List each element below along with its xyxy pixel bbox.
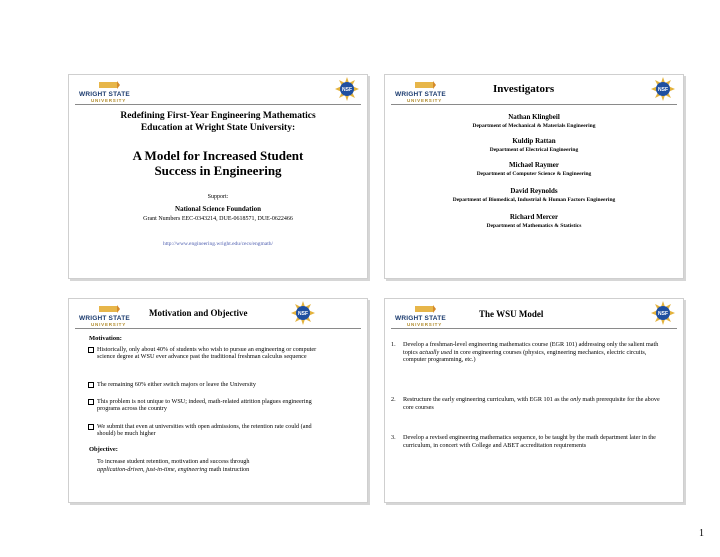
- logo-line1: WRIGHT STATE: [79, 315, 130, 322]
- nsf-logo-icon: [335, 77, 359, 101]
- slide-motivation: [68, 298, 368, 503]
- slide-title: [68, 74, 368, 279]
- investigator-name: Michael Raymer: [509, 161, 559, 169]
- list-item: The remaining 60% either switch majors or leave the University: [97, 381, 327, 388]
- investigator-dept: Department of Electrical Engineering: [489, 147, 579, 153]
- slide-wsu-model: [384, 298, 684, 503]
- flame-icon: [99, 79, 121, 90]
- flame-icon: [415, 303, 437, 314]
- logo-line2: UNIVERSITY: [407, 98, 443, 103]
- investigator-name: Nathan Klingbeil: [508, 113, 560, 121]
- sponsor: National Science Foundation: [175, 205, 261, 213]
- svg-text:NSF: NSF: [658, 311, 668, 317]
- logo-line2: UNIVERSITY: [407, 322, 443, 327]
- objective-label: Objective:: [89, 446, 118, 453]
- wright-state-logo: [393, 303, 455, 327]
- header-divider: [391, 328, 677, 329]
- header-divider: [75, 328, 361, 329]
- list-item: Historically, only about 40% of students who wish to pursue an engineering or computer science degree at WSU ever advance past the traditional freshman calculus sequence: [97, 346, 327, 361]
- investigator-dept: Department of Mathematics & Statistics: [486, 223, 582, 229]
- logo-line2: UNIVERSITY: [91, 98, 127, 103]
- slide-title: Investigators: [493, 83, 555, 95]
- flame-icon: [99, 303, 121, 314]
- list-item: 2. Restructure the early engineering curriculum, with EGR 101 as the only math prerequisite for the above core courses: [391, 396, 660, 411]
- nsf-logo-icon: [651, 301, 675, 325]
- subtitle-line2: Success in Engineering: [154, 163, 282, 178]
- wright-state-logo: [77, 303, 139, 327]
- list-item: This problem is not unique to WSU; indeed, math-related attrition plagues engineering programs across the country: [97, 398, 327, 413]
- investigator-name: Kuldip Rattan: [512, 137, 556, 145]
- wright-state-logo: [393, 79, 455, 103]
- logo-line2: UNIVERSITY: [91, 322, 127, 327]
- list-item: We submit that even at universities with open admissions, the retention rate could (and should) be much higher: [97, 423, 327, 438]
- subtitle-line1: A Model for Increased Student: [132, 148, 304, 163]
- logo-line1: WRIGHT STATE: [395, 91, 446, 98]
- grant-numbers: Grant Numbers EEC-0343214, DUE-0618571, DUE-0622466: [143, 216, 293, 222]
- objective-text: To increase student retention, motivation and success through application-driven, just-in-time, engineering math instruction: [97, 458, 250, 473]
- slide-title: Motivation and Objective: [149, 308, 248, 318]
- svg-text:NSF: NSF: [298, 311, 308, 317]
- svg-text:NSF: NSF: [658, 87, 668, 93]
- slide-title: The WSU Model: [479, 309, 544, 319]
- logo-line1: WRIGHT STATE: [395, 315, 446, 322]
- project-url-link[interactable]: http://www.engineering.wright.edu/cecs/engmath/: [162, 241, 274, 247]
- flame-icon: [415, 79, 437, 90]
- title-line1: Redefining First-Year Engineering Mathematics: [120, 111, 316, 121]
- page-number: 1: [699, 528, 704, 539]
- list-item: 3. Develop a revised engineering mathematics sequence, to be taught by the math department later in the curriculum, in concert with College and ABET accreditation requirements: [391, 434, 656, 449]
- investigator-dept: Department of Mechanical & Materials Engineering: [472, 123, 596, 129]
- nsf-logo-icon: [291, 301, 315, 325]
- nsf-logo-icon: [651, 77, 675, 101]
- wright-state-logo: [77, 79, 139, 103]
- investigator-dept: Department of Biomedical, Industrial & Human Factors Engineering: [452, 197, 616, 203]
- svg-text:NSF: NSF: [342, 87, 352, 93]
- title-line2: Education at Wright State University:: [140, 123, 296, 133]
- slide-investigators: [384, 74, 684, 279]
- investigator-dept: Department of Computer Science & Engineering: [476, 171, 592, 177]
- header-divider: [75, 104, 361, 105]
- list-item: 1. Develop a freshman-level engineering mathematics course (EGR 101) addressing only the salient math topics actually used in core engineering courses (physics, engineering mechanics, electric circuits, computer programming, etc.): [391, 341, 659, 364]
- motivation-label: Motivation:: [89, 335, 122, 342]
- header-divider: [391, 104, 677, 105]
- investigator-name: Richard Mercer: [509, 213, 559, 221]
- support-label: Support:: [207, 194, 229, 200]
- logo-line1: WRIGHT STATE: [79, 91, 130, 98]
- investigator-name: David Reynolds: [510, 187, 558, 195]
